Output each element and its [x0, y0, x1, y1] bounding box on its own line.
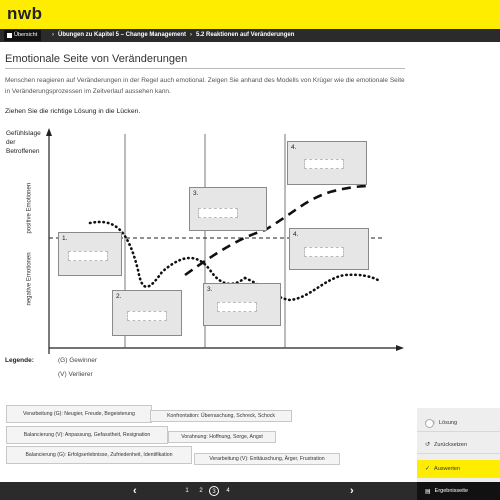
- top-bar: [0, 0, 500, 29]
- task-instruction: Ziehen Sie die richtige Lösung in die Lücken.: [5, 108, 141, 115]
- legend-winner: (G) Gewinner: [58, 357, 98, 364]
- breadcrumb-section[interactable]: › 5.2 Reaktionen auf Veränderungen: [190, 32, 295, 38]
- answer-chip[interactable]: Verarbeitung (V): Enttäuschung, Ärger, Frustration: [194, 453, 340, 465]
- side-panel: [417, 408, 500, 482]
- negative-emotions-label: negative Emotionen: [26, 252, 33, 306]
- positive-emotions-label: positive Emotionen: [26, 182, 33, 234]
- footer-pager: [0, 482, 500, 500]
- reset-icon: ↺: [425, 442, 431, 448]
- drop-slot[interactable]: [127, 311, 167, 321]
- drop-zone-4-losers[interactable]: 4.: [289, 228, 369, 270]
- overview-label: Übersicht: [14, 32, 38, 38]
- intro-text: Menschen reagieren auf Veränderungen in der Regel auch emotional. Zeigen Sie anhand des Modells von Krüger wie die emotionale Seite in Veränderungsprozessen im Zeitverlauf aussehen kann.: [5, 77, 405, 95]
- legend-label: Legende:: [5, 357, 34, 364]
- solution-toggle[interactable]: Lösung: [417, 414, 500, 432]
- next-page-icon[interactable]: ›: [350, 485, 354, 497]
- overview-button[interactable]: [4, 30, 41, 41]
- answer-chip[interactable]: Konfrontation: Überraschung, Schreck, Schock: [150, 410, 292, 422]
- page-4[interactable]: 4: [226, 488, 230, 494]
- grid-icon: [7, 33, 12, 38]
- page-2[interactable]: 2: [199, 488, 203, 494]
- drop-zone-2[interactable]: 2.: [112, 290, 182, 336]
- page-1[interactable]: 1: [185, 488, 189, 494]
- drop-slot[interactable]: [198, 208, 238, 218]
- breadcrumb-bar: [0, 29, 500, 42]
- nwb-logo: nwb: [7, 4, 43, 23]
- check-icon: ✓: [425, 466, 431, 472]
- y-axis-label: Gefühlslage der Betroffenen: [6, 130, 41, 155]
- drop-zone-3-losers[interactable]: 3.: [203, 283, 281, 326]
- drop-zone-3-winners[interactable]: 3.: [189, 187, 267, 231]
- evaluate-button[interactable]: ✓ Auswerten: [417, 460, 500, 478]
- drop-zone-1[interactable]: 1.: [58, 232, 122, 276]
- answer-chip[interactable]: Vorahnung: Hoffnung, Sorge, Angst: [168, 431, 276, 443]
- previous-page-icon[interactable]: ‹: [133, 485, 137, 497]
- legend-loser: (V) Verlierer: [58, 371, 93, 378]
- reset-button[interactable]: ↺ Zurücksetzen: [417, 436, 500, 454]
- breadcrumb-chapter[interactable]: › Übungen zu Kapitel 5 – Change Management: [52, 32, 187, 38]
- page-title: Emotionale Seite von Veränderungen: [5, 53, 188, 65]
- drop-slot[interactable]: [217, 302, 257, 312]
- drop-slot[interactable]: [68, 251, 108, 261]
- chevron-right-icon: ›: [52, 32, 54, 38]
- results-button[interactable]: ▤ Ergebnisseite: [417, 482, 500, 500]
- title-divider: [5, 68, 405, 69]
- answer-chip[interactable]: Balancierung (V): Anpassung, Gefasstheit, Resignation: [6, 426, 168, 444]
- answer-chip[interactable]: Balancierung (G): Erfolgserlebnisse, Zufriedenheit, Identifikation: [6, 446, 192, 464]
- drop-slot[interactable]: [304, 159, 344, 169]
- answer-chip[interactable]: Verarbeitung (G): Neugier, Freude, Begeisterung: [6, 405, 152, 423]
- document-icon: ▤: [425, 488, 431, 495]
- toggle-icon[interactable]: [425, 420, 435, 425]
- drop-zone-4-winners[interactable]: 4.: [287, 141, 367, 185]
- chevron-right-icon: ›: [190, 32, 192, 38]
- drop-slot[interactable]: [304, 247, 344, 257]
- page-3-current[interactable]: 3: [209, 486, 219, 496]
